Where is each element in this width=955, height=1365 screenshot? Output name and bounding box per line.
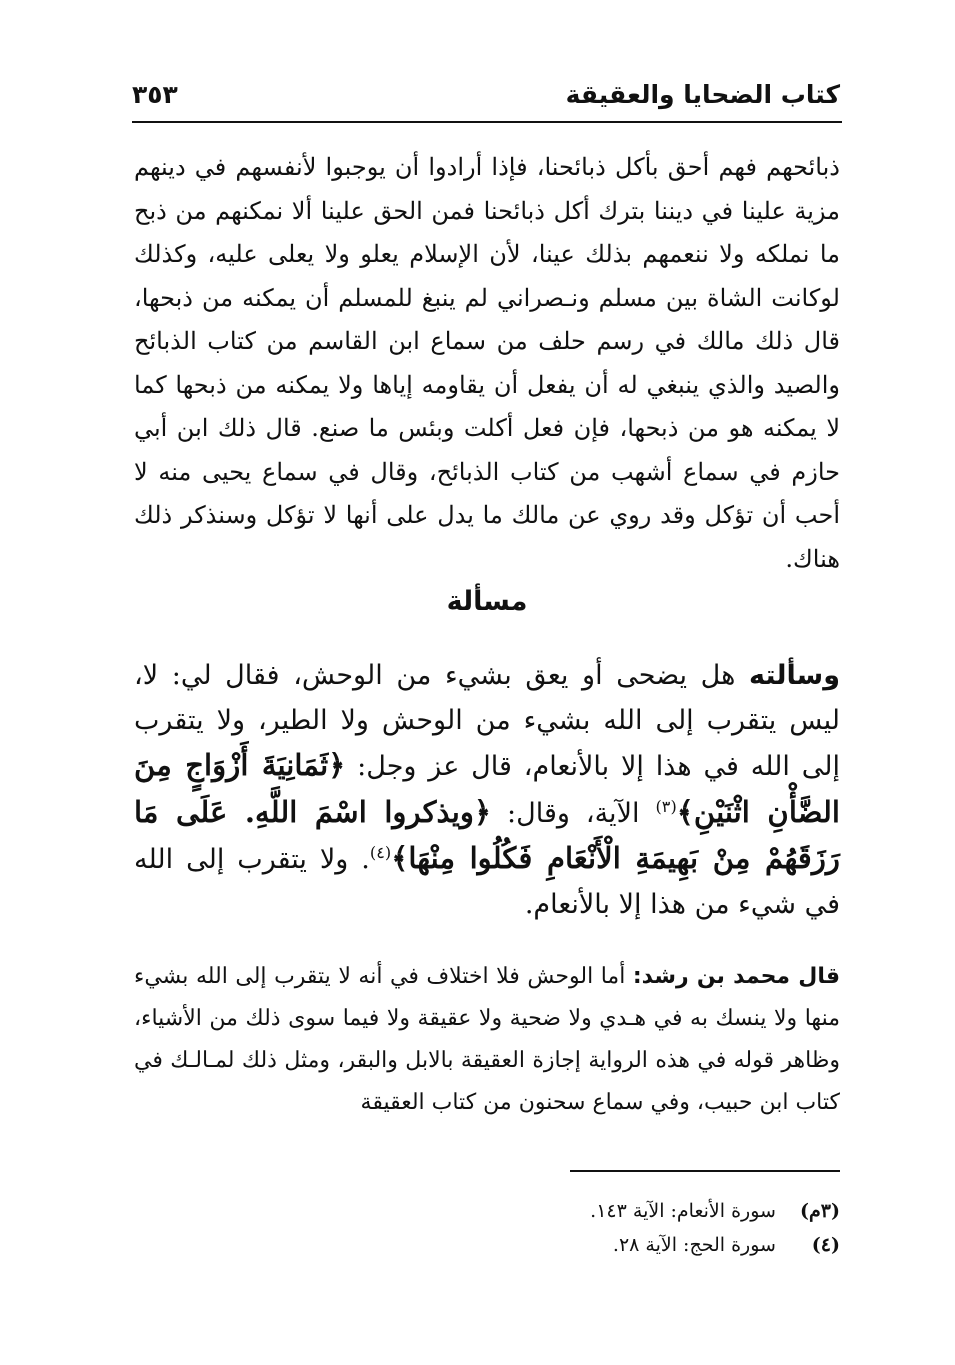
footnote-text: سورة الأنعام: الآية ١٤٣. [590,1200,776,1222]
body-paragraph-2 [134,654,840,927]
paragraph-text: . ولا يتقرب إلى الله في شيء من هذا إلا بالأنعام. [134,844,840,920]
body-paragraph-3 [134,956,840,1124]
paragraph-text: أما الوحش فلا اختلاف في أنه لا يتقرب إلى الله بشيء منها ولا ينسك به في هـدي ولا ضحية ولا عقيقة ولا فيما سوى ذلك من الأشياء، وظاهر قوله في هذه الرواية إجازة العقيقة بالابل والبقر، ومثل ذلك لمـالـك في كتاب ابن حبيب، وفي سماع سحنون من كتاب العقيقة [134,964,840,1115]
section-heading: مسألة [446,586,528,617]
footnote-text: سورة الحج: الآية ٢٨. [612,1234,776,1256]
footnote-divider [570,1170,840,1172]
footnote-item [134,1228,840,1262]
paragraph-text: الآية، وقال: [491,797,656,829]
quran-quote: ﴿ثَمَانِيَةَ أَزْوَاجٍ مِنَ الضَّأْنِ اثْنَيْنِ﴾ [134,748,840,829]
footnote-number: (٣م) [800,1200,840,1222]
body-paragraph-1: ذبائحهم فهم أحق بأكل ذبائحنا، فإذا أرادوا أن يوجبوا لأنفسهم في دينهم مزية علينا في ديننا بترك أكل ذبائحنا فمن الحق علينا ألا نمكنهم من ذبح ما نملكه ولا ننعمهم بذلك عينا، لأن الإسلام يعلو ولا يعلى عليه، وكذلك لوكانت الشاة بين مسلم ونـصراني لم ينبغ للمسلم أن يمكنه من ذبحها، قال ذلك مالك في رسم حلف من سماع ابن القاسم من كتاب الذبائح والصيد والذي ينبغي له أن يفعل أن يقاومه إياها ولا يمكنه من ذبحها كما لا يمكنه هو من ذبحها، فإن فعل أكلت وبئس ما صنع. قال ذلك ابن أبي حازم في سماع أشهب من كتاب الذبائح، وقال في سماع يحيى منه لا أحب أن تؤكل وقد روي عن مالك ما يدل على أنها لا تؤكل وسنذكر ذلك هناك. [134,153,840,573]
footnote-item [134,1194,840,1228]
paragraph-text: هل يضحى أو يعق بشيء من الوحش، فقال لي: لا، ليس يتقرب إلى الله بشيء من الوحش ولا الطير، ولا يتقرب إلى الله في هذا إلا بالأنعام، قال عز وجل: [134,660,840,782]
footnote-reference: (٤) [369,843,392,862]
footnotes [134,1194,840,1262]
footnote-number: (٤) [811,1234,840,1256]
page-number: ٣٥٣ [132,80,178,109]
chapter-title: كتاب الضحايا والعقيقة [565,80,840,109]
commentator-lead: قال محمد بن رشد: [632,964,841,989]
paragraph-lead-word: وسألته [748,660,840,691]
quran-quote: ﴿ويذكروا اسْمَ اللَّهِ. عَلَى مَا رَزَقَهُمْ مِنْ بَهِيمَةِ الْأَنْعَامِ فَكُلُوا مِنْهَا﴾ [134,794,840,875]
footnote-reference: (٣) [655,796,677,816]
running-header [132,78,840,118]
header-divider [132,121,842,123]
